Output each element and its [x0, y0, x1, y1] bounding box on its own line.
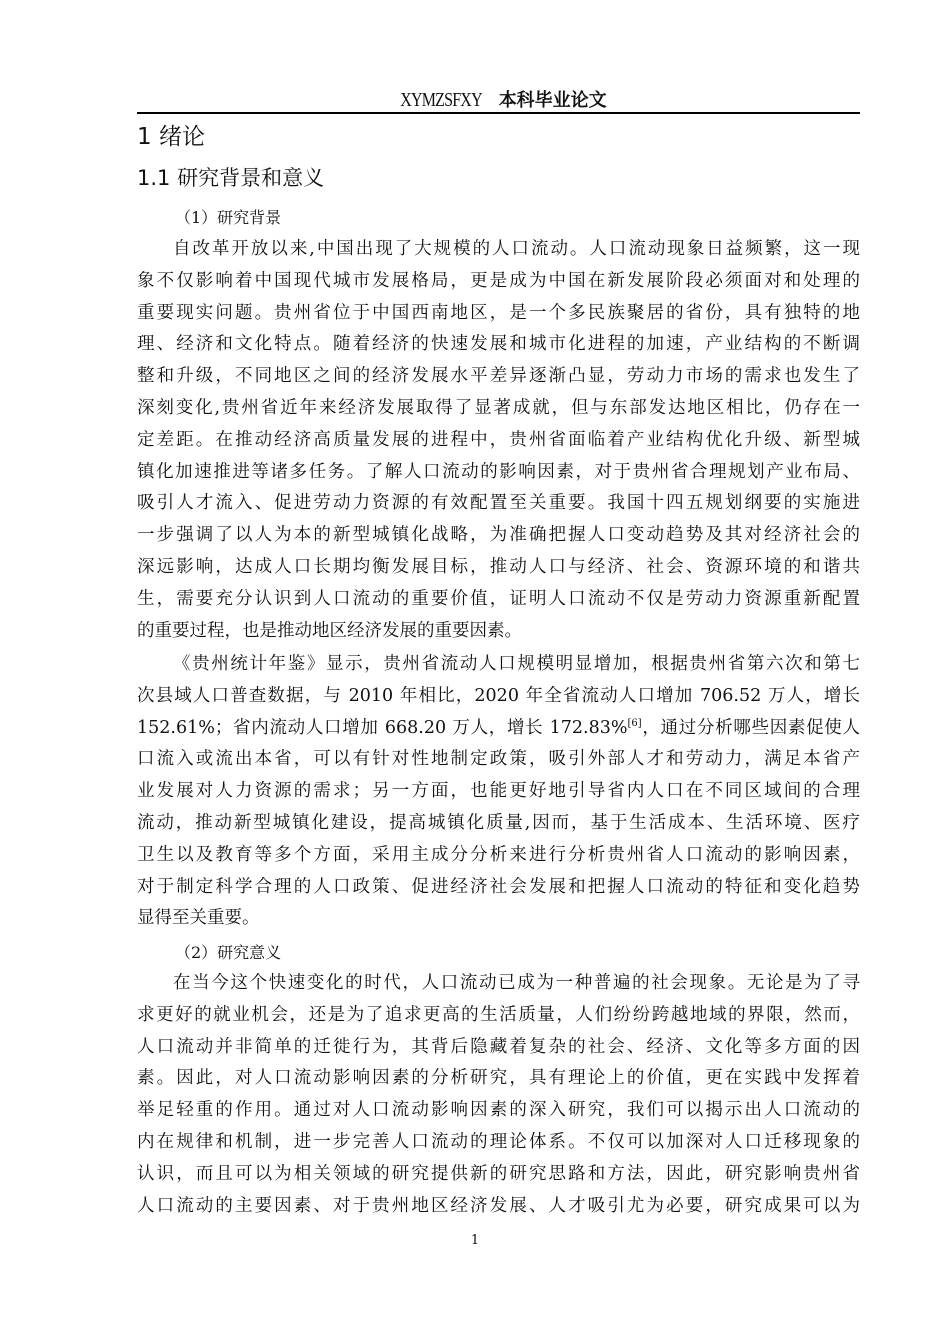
line: 人口流动并非简单的迁徙行为，其背后隐藏着复杂的社会、经济、文化等多方面的因	[137, 1036, 860, 1057]
line: 人口流动的主要因素、对于贵州地区经济发展、人才吸引尤为必要，研究成果可以为	[137, 1195, 860, 1216]
line: 定差距。在推动经济高质量发展的进程中，贵州省面临着产业结构优化升级、新型城	[137, 429, 860, 450]
subheading-background: （1）研究背景	[175, 208, 282, 227]
citation[interactable]: [6]	[627, 717, 642, 729]
line: 次县域人口普查数据，与 2010 年相比，2020 年全省流动人口增加 706.52 万人，增长	[137, 685, 860, 706]
line: 业发展对人力资源的需求；另一方面，也能更好地引导省内人口在不同区域间的合理	[137, 781, 860, 802]
line: 素。因此，对人口流动影响因素的分析研究，具有理论上的价值，更在实践中发挥着	[137, 1068, 860, 1089]
line-text: ，通过分析哪些因素促使人	[641, 717, 860, 738]
line: 镇化加速推进等诸多任务。了解人口流动的影响因素，对于贵州省合理规划产业布局、	[137, 461, 860, 482]
line: 整和升级，不同地区之间的经济发展水平差异逐渐凸显，劳动力市场的需求也发生了	[137, 366, 860, 387]
line: 理、经济和文化特点。随着经济的快速发展和城市化进程的加速，产业结构的不断调	[137, 334, 860, 355]
header-title: 本科毕业论文	[498, 90, 607, 111]
paragraph-3	[137, 968, 860, 1222]
header-rule	[137, 112, 860, 114]
section-heading: 1.1 研究背景和意义	[137, 166, 325, 190]
line: 口流入或流出本省，可以有针对性地制定政策，吸引外部人才和劳动力，满足本省产	[137, 749, 860, 770]
line: 对于制定科学合理的人口政策、促进经济社会发展和把握人口流动的特征和变化趋势	[137, 876, 860, 897]
running-header	[137, 86, 860, 112]
line	[137, 713, 860, 745]
page-number: 1	[470, 1233, 480, 1248]
header-code: XYMZSFXY	[400, 89, 483, 111]
line: 象不仅影响着中国现代城市发展格局，更是成为中国在新发展阶段必须面对和处理的	[137, 270, 860, 291]
line: 吸引人才流入、促进劳动力资源的有效配置至关重要。我国十四五规划纲要的实施进	[137, 493, 860, 514]
paragraph-2	[137, 649, 860, 935]
line: 举足轻重的作用。通过对人口流动影响因素的深入研究，我们可以揭示出人口流动的	[137, 1100, 860, 1121]
line: 显得至关重要。	[137, 908, 260, 929]
line: 求更好的就业机会，还是为了追求更高的生活质量，人们纷纷跨越地域的界限，然而，	[137, 1004, 860, 1025]
line: 生，需要充分认识到人口流动的重要价值，证明人口流动不仅是劳动力资源重新配置	[137, 588, 860, 609]
line: 深刻变化,贵州省近年来经济发展取得了显著成就，但与东部发达地区相比，仍存在一	[137, 397, 860, 418]
line: 重要现实问题。贵州省位于中国西南地区，是一个多民族聚居的省份，具有独特的地	[137, 302, 860, 323]
line-text: 152.61%；省内流动人口增加 668.20 万人，增长 172.83%	[137, 717, 628, 738]
subheading-significance: （2）研究意义	[175, 943, 282, 962]
line: 《贵州统计年鉴》显示，贵州省流动人口规模明显增加，根据贵州省第六次和第七	[173, 654, 860, 674]
line: 卫生以及教育等多个方面，采用主成分分析来进行分析贵州省人口流动的影响因素，	[137, 844, 860, 865]
line: 一步强调了以人为本的新型城镇化战略，为准确把握人口变动趋势及其对经济社会的	[137, 525, 860, 546]
line: 认识，而且可以为相关领域的研究提供新的研究思路和方法，因此，研究影响贵州省	[137, 1163, 860, 1184]
line: 深远影响，达成人口长期均衡发展目标，推动人口与经济、社会、资源环境的和谐共	[137, 556, 860, 577]
line: 自改革开放以来,中国出现了大规模的人口流动。人口流动现象日益频繁，这一现	[173, 239, 860, 259]
line: 内在规律和机制，进一步完善人口流动的理论体系。不仅可以加深对人口迁移现象的	[137, 1131, 860, 1152]
chapter-heading: 1 绪论	[137, 124, 205, 150]
paragraph-1	[137, 234, 860, 647]
line: 的重要过程，也是推动地区经济发展的重要因素。	[137, 620, 522, 641]
line: 在当今这个快速变化的时代，人口流动已成为一种普遍的社会现象。无论是为了寻	[173, 973, 860, 993]
line: 流动，推动新型城镇化建设，提高城镇化质量,因而，基于生活成本、生活环境、医疗	[137, 812, 860, 833]
